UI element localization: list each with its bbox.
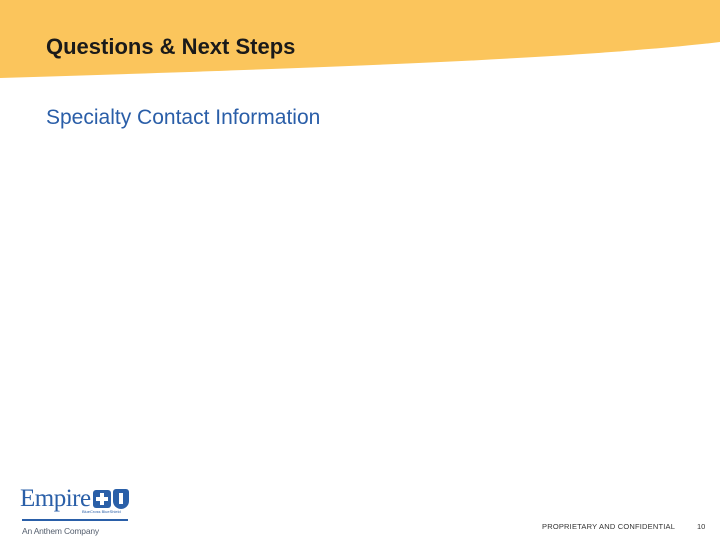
footer-confidential-label: PROPRIETARY AND CONFIDENTIAL bbox=[542, 522, 676, 531]
logo-wordmark: Empire bbox=[20, 485, 91, 512]
blue-shield-icon bbox=[113, 489, 129, 509]
logo-divider bbox=[22, 519, 128, 521]
logo-tagline: An Anthem Company bbox=[22, 526, 99, 536]
logo-fineprint: BlueCross BlueShield bbox=[82, 509, 121, 514]
slide-title: Questions & Next Steps bbox=[46, 34, 296, 59]
blue-cross-icon bbox=[93, 490, 111, 508]
footer-page-number: 10 bbox=[697, 522, 706, 531]
company-logo bbox=[20, 484, 132, 540]
section-heading: Specialty Contact Information bbox=[46, 106, 321, 129]
